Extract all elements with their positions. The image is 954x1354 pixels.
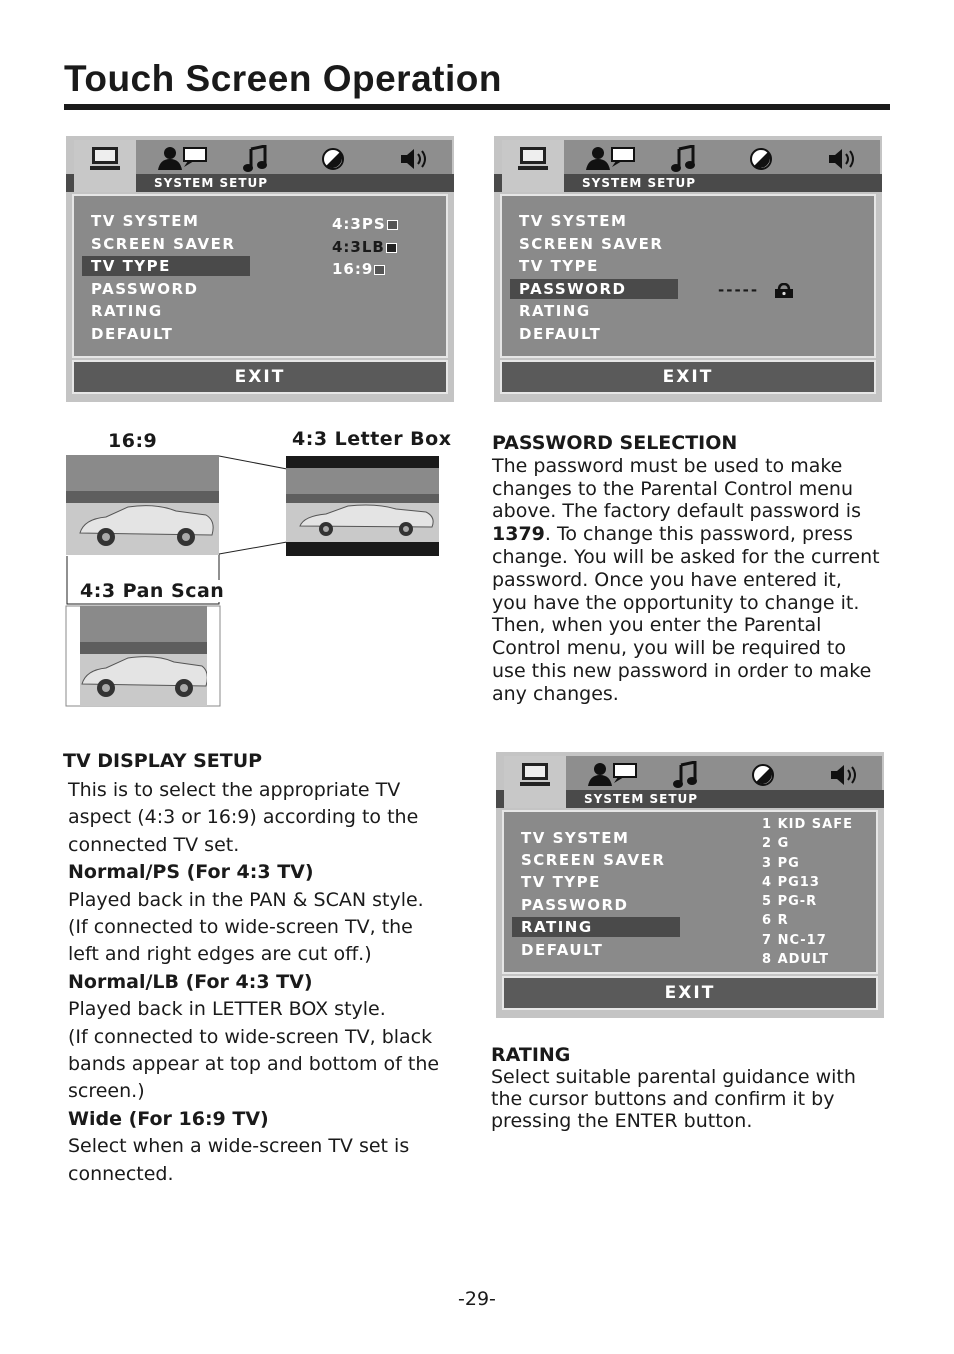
password-heading: PASSWORD SELECTION [492,432,738,454]
label-pan-scan: 4:3 Pan Scan [80,580,225,602]
ps-heading: Normal/PS (For 4:3 TV) [68,861,314,884]
image-16-9-car [66,455,219,555]
password-code-line [492,523,902,546]
osd-strip-label: SYSTEM SETUP [584,792,699,806]
rating-option[interactable]: 3 PG [762,856,800,871]
menu-screen-saver[interactable]: SCREEN SAVER [519,235,664,253]
osd-strip-label: SYSTEM SETUP [582,176,697,190]
rating-heading: RATING [491,1044,571,1066]
option-43ps-label: 4:3PS [332,215,386,233]
person-chat-icon[interactable] [584,762,640,788]
option-169-label: 16:9 [332,260,374,278]
rating-line: pressing the ENTER button. [491,1110,753,1132]
tv-display-line: connected TV set. [68,833,240,856]
menu-tv-type[interactable]: TV TYPE [521,873,601,891]
tv-display-line: screen.) [68,1080,145,1103]
tv-display-line: aspect (4:3 or 16:9) according to the [68,806,419,829]
rating-line: the cursor buttons and confirm it by [491,1088,835,1110]
menu-default[interactable]: DEFAULT [519,325,602,343]
tv-display-line: left and right edges are cut off.) [68,943,372,966]
tv-display-line: (If connected to wide-screen TV, the [68,916,413,939]
osd-rating-panel [496,752,884,1018]
menu-rating[interactable]: RATING [519,302,591,320]
osd-header-strip [496,790,884,808]
exit-button[interactable]: EXIT [72,360,448,394]
menu-password[interactable]: PASSWORD [521,896,629,914]
rating-option[interactable]: 7 NC-17 [762,933,827,948]
password-line: you have the opportunity to change it. [492,591,860,614]
menu-tv-type[interactable]: TV TYPE [519,257,599,275]
rating-option[interactable]: 1 KID SAFE [762,817,853,832]
password-field[interactable]: ----- [718,281,760,299]
tv-display-line: Played back in the PAN & SCAN style. [68,888,424,911]
password-line: use this new password in order to make [492,659,872,682]
lb-heading: Normal/LB (For 4:3 TV) [68,970,313,993]
page-title: Touch Screen Operation [64,58,502,99]
tv-display-line: This is to select the appropriate TV [68,779,401,801]
rating-line: Select suitable parental guidance with [491,1066,856,1088]
password-line: Control menu, you will be required to [492,637,846,660]
tv-display-line: (If connected to wide-screen TV, black [68,1025,433,1048]
tv-display-heading: TV DISPLAY SETUP [63,750,263,772]
menu-rating-selected[interactable]: RATING [512,917,680,937]
menu-screen-saver[interactable]: SCREEN SAVER [521,851,666,869]
password-code-tail: . To change this password, press [544,523,853,546]
menu-default[interactable]: DEFAULT [521,941,604,959]
tv-display-section [68,777,458,1188]
rating-option[interactable]: 4 PG13 [762,875,820,890]
contrast-icon[interactable] [750,762,776,788]
password-line: change. You will be asked for the current [492,545,880,568]
menu-tv-system[interactable]: TV SYSTEM [521,829,630,847]
menu-tv-type-selected[interactable]: TV TYPE [82,256,250,276]
password-line: above. The factory default password is [492,500,861,523]
menu-password-selected[interactable]: PASSWORD [510,279,678,299]
wide-heading: Wide (For 16:9 TV) [68,1107,269,1130]
password-section [492,432,902,706]
osd-menu-body [502,810,878,974]
password-line: any changes. [492,682,619,705]
image-pan-scan-car [80,606,207,706]
exit-button[interactable]: EXIT [502,976,878,1010]
monitor-icon[interactable] [518,762,552,788]
tv-display-line: bands appear at top and bottom of the [68,1053,440,1076]
rating-section [491,1044,911,1132]
osd-strip-label: SYSTEM SETUP [154,176,269,190]
menu-rating[interactable]: RATING [91,302,163,320]
strip-tab-notch [504,790,566,808]
menu-tv-system[interactable]: TV SYSTEM [91,212,200,230]
menu-tv-system[interactable]: TV SYSTEM [519,212,628,230]
music-note-icon[interactable] [672,762,700,788]
image-letterbox-car [286,456,439,556]
page-number: -29- [458,1288,496,1310]
tv-display-line: Select when a wide-screen TV set is [68,1135,410,1158]
rating-option[interactable]: 5 PG-R [762,894,818,909]
speaker-icon[interactable] [828,762,862,788]
tv-display-line: Played back in LETTER BOX style. [68,998,386,1021]
letterbox-picture [286,468,439,542]
label-letter-box: 4:3 Letter Box [292,428,452,450]
default-password: 1379 [492,523,545,546]
label-16-9: 16:9 [108,430,158,452]
menu-screen-saver[interactable]: SCREEN SAVER [91,235,236,253]
password-line: The password must be used to make [492,454,843,477]
password-line: password. Once you have entered it, [492,568,842,591]
rating-option[interactable]: 2 G [762,836,790,851]
rating-option[interactable]: 8 ADULT [762,952,829,967]
rating-option[interactable]: 6 R [762,913,789,928]
menu-password[interactable]: PASSWORD [91,280,199,298]
option-43lb-label: 4:3LB [332,238,385,256]
exit-button[interactable]: EXIT [500,360,876,394]
password-line: Then, when you enter the Parental [492,614,822,637]
tv-display-line: connected. [68,1162,174,1185]
menu-default[interactable]: DEFAULT [91,325,174,343]
password-line: changes to the Parental Control menu [492,477,853,500]
